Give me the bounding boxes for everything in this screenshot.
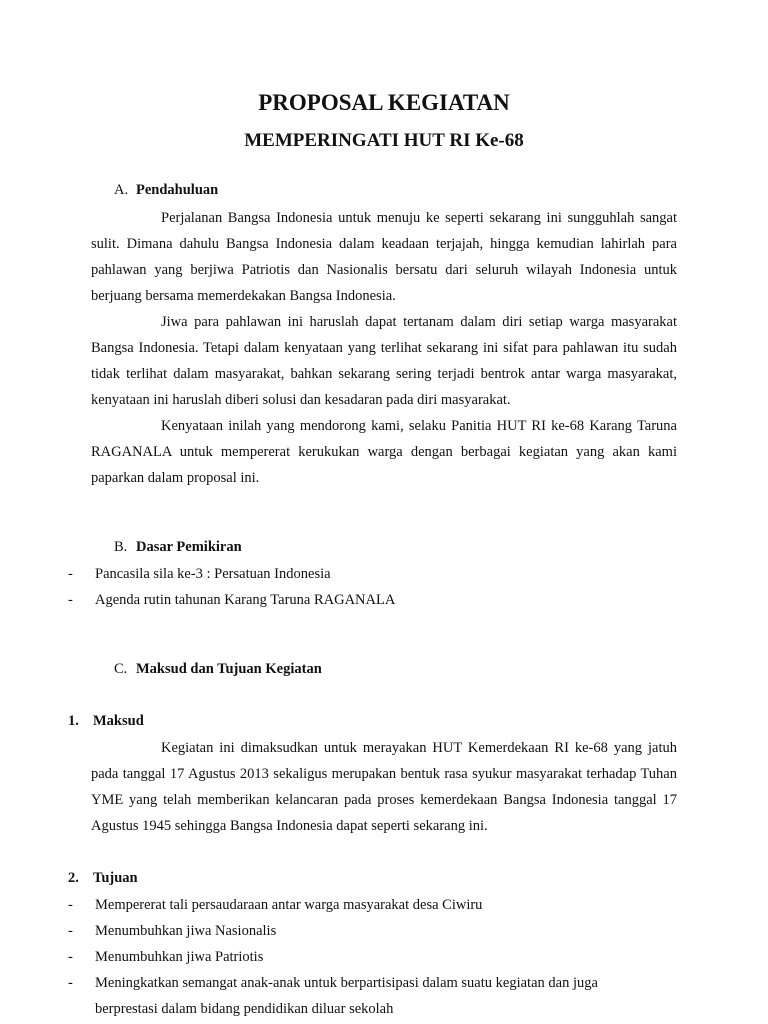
tujuan-number: 2. xyxy=(68,870,79,886)
page-subtitle: MEMPERINGATI HUT RI Ke-68 xyxy=(244,130,524,151)
section-b-heading xyxy=(114,537,242,557)
list-item xyxy=(68,970,620,1022)
section-c-title: Maksud dan Tujuan Kegiatan xyxy=(136,661,322,677)
section-a-paragraph-3: Kenyataan inilah yang mendorong kami, selaku Panitia HUT RI ke-68 Karang Taruna RAGANALA untuk mempererat kerukukan warga dengan berbagai kegiatan yang akan kami paparkan dalam proposal ini. xyxy=(91,418,677,486)
list-item-text: Mempererat tali persaudaraan antar warga masyarakat desa Ciwiru xyxy=(95,897,483,913)
list-item xyxy=(68,561,688,587)
section-c-heading xyxy=(114,659,322,679)
maksud-paragraph: Kegiatan ini dimaksudkan untuk merayakan HUT Kemerdekaan RI ke-68 yang jatuh pada tanggal 17 Agustus 2013 sekaligus merupakan bentuk rasa syukur masyarakat terhadap Tuhan YME yang telah memberikan kelancaran pada proses kemerdekaan Bangsa Indonesia tanggal 17 Agustus 1945 sehingga Bangsa Indonesia dapat seperti sekarang ini. xyxy=(91,740,677,834)
maksud-heading xyxy=(68,711,144,731)
list-item-text: Agenda rutin tahunan Karang Taruna RAGANALA xyxy=(95,592,396,608)
list-item xyxy=(68,944,688,970)
section-a-paragraph-1: Perjalanan Bangsa Indonesia untuk menuju ke seperti sekarang ini sungguhlah sangat sulit. Dimana dahulu Bangsa Indonesia dalam keadaan terjajah, hingga kemudian lahirlah para pahlawan yang berjiwa Patriotis dan Nasionalis bersatu dari seluruh wilayah Indonesia untuk berjuang bersama memerdekakan Bangsa Indonesia. xyxy=(91,210,677,304)
section-a-heading xyxy=(114,180,218,200)
list-item-text: Meningkatkan semangat anak-anak untuk berpartisipasi dalam suatu kegiatan dan juga berprestasi dalam bidang pendidikan diluar sekolah xyxy=(95,975,598,1017)
list-item xyxy=(68,587,688,613)
tujuan-title: Tujuan xyxy=(93,870,138,886)
bullet-dash: - xyxy=(68,949,73,965)
section-c-number: C. xyxy=(114,661,128,677)
section-a-title: Pendahuluan xyxy=(136,182,219,198)
list-item-text: Menumbuhkan jiwa Nasionalis xyxy=(95,923,277,939)
list-item xyxy=(68,892,688,918)
list-item-text: Pancasila sila ke-3 : Persatuan Indonesia xyxy=(95,566,331,582)
section-b-title: Dasar Pemikiran xyxy=(136,539,242,555)
list-item xyxy=(68,918,688,944)
section-a-number: A. xyxy=(114,182,129,198)
bullet-dash: - xyxy=(68,897,73,913)
section-b-number: B. xyxy=(114,539,128,555)
maksud-title: Maksud xyxy=(93,713,144,729)
bullet-dash: - xyxy=(68,592,73,608)
list-item-text: Menumbuhkan jiwa Patriotis xyxy=(95,949,264,965)
tujuan-heading xyxy=(68,868,138,888)
bullet-dash: - xyxy=(68,566,73,582)
bullet-dash: - xyxy=(68,923,73,939)
maksud-number: 1. xyxy=(68,713,79,729)
page-title: PROPOSAL KEGIATAN xyxy=(258,90,510,115)
section-a-paragraph-2: Jiwa para pahlawan ini haruslah dapat tertanam dalam diri setiap warga masyarakat Bangsa Indonesia. Tetapi dalam kenyataan yang terlihat sekarang ini sifat para pahlawan itu sudah tidak terlihat dalam masyarakat, bahkan sekarang sering terjadi bentrok antar warga masyarakat, kenyataan ini haruslah diberi solusi dan kesadaran pada diri masyarakat. xyxy=(91,314,677,408)
bullet-dash: - xyxy=(68,975,73,991)
